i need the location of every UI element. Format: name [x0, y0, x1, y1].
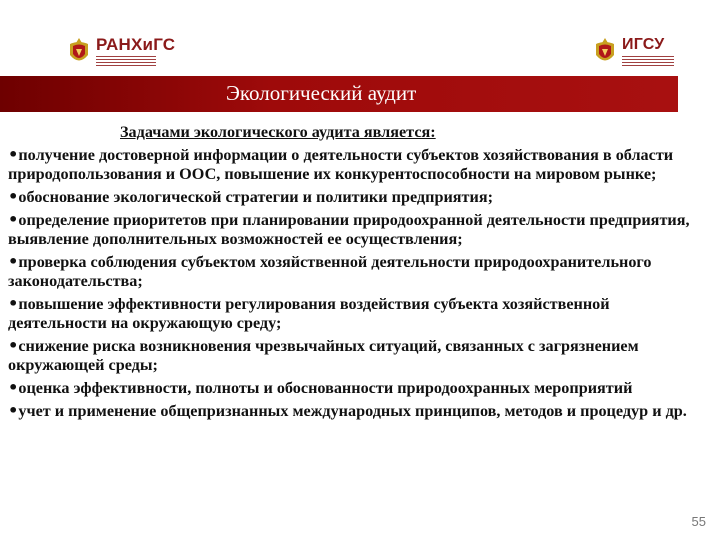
list-item-text: учет и применение общепризнанных международных принципов, методов и процедур и др. — [18, 402, 687, 420]
slide-title: Экологический аудит — [226, 81, 417, 105]
list-item — [8, 336, 708, 375]
slide-title-bar — [0, 76, 678, 112]
list-item-text: определение приоритетов при планировании природоохранной деятельности предприятия, выявление дополнительных возможностей ее осуществления; — [8, 211, 690, 248]
list-item — [8, 401, 708, 421]
bullet: • — [8, 378, 19, 397]
list-item — [8, 252, 708, 291]
list-item — [8, 378, 708, 398]
list-item-text: проверка соблюдения субъектом хозяйственной деятельности природоохранительного законодательства; — [8, 253, 652, 290]
list-item — [8, 187, 708, 207]
igsu-logo-text: ИГСУ — [622, 35, 665, 53]
slide-heading: Задачами экологического аудита является: — [120, 123, 436, 141]
igsu-logo-subtitle-lines — [622, 56, 674, 66]
list-item-text: получение достоверной информации о деятельности субъектов хозяйствования в области природопользования и ООС, повышение их конкурентоспособности на мировом рынке; — [8, 146, 674, 183]
igsu-logo — [592, 34, 674, 68]
ranepa-logo-text: РАНХиГС — [96, 35, 176, 54]
ranepa-logo-subtitle-lines — [96, 56, 175, 66]
list-item-text: повышение эффективности регулирования воздействия субъекта хозяйственной деятельности на окружающую среду; — [8, 295, 610, 332]
bullet: • — [8, 252, 19, 271]
page-number: 55 — [691, 514, 706, 529]
ranepa-logo — [66, 34, 175, 68]
ranepa-emblem-icon — [66, 35, 92, 67]
list-item — [8, 294, 708, 333]
list-item-text: оценка эффективности, полноты и обоснованности природоохранных мероприятий — [18, 379, 633, 397]
bullet: • — [8, 145, 19, 164]
slide-content — [8, 123, 708, 424]
bullet: • — [8, 401, 19, 420]
igsu-emblem-icon — [592, 35, 618, 67]
list-item-text: обоснование экологической стратегии и политики предприятия; — [18, 188, 493, 206]
bullet: • — [8, 294, 19, 313]
list-item-text: снижение риска возникновения чрезвычайных ситуаций, связанных с загрязнением окружающей среды; — [8, 337, 639, 374]
list-item — [8, 145, 708, 184]
bullet: • — [8, 336, 19, 355]
bullet: • — [8, 187, 19, 206]
bullet: • — [8, 210, 19, 229]
list-item — [8, 210, 708, 249]
